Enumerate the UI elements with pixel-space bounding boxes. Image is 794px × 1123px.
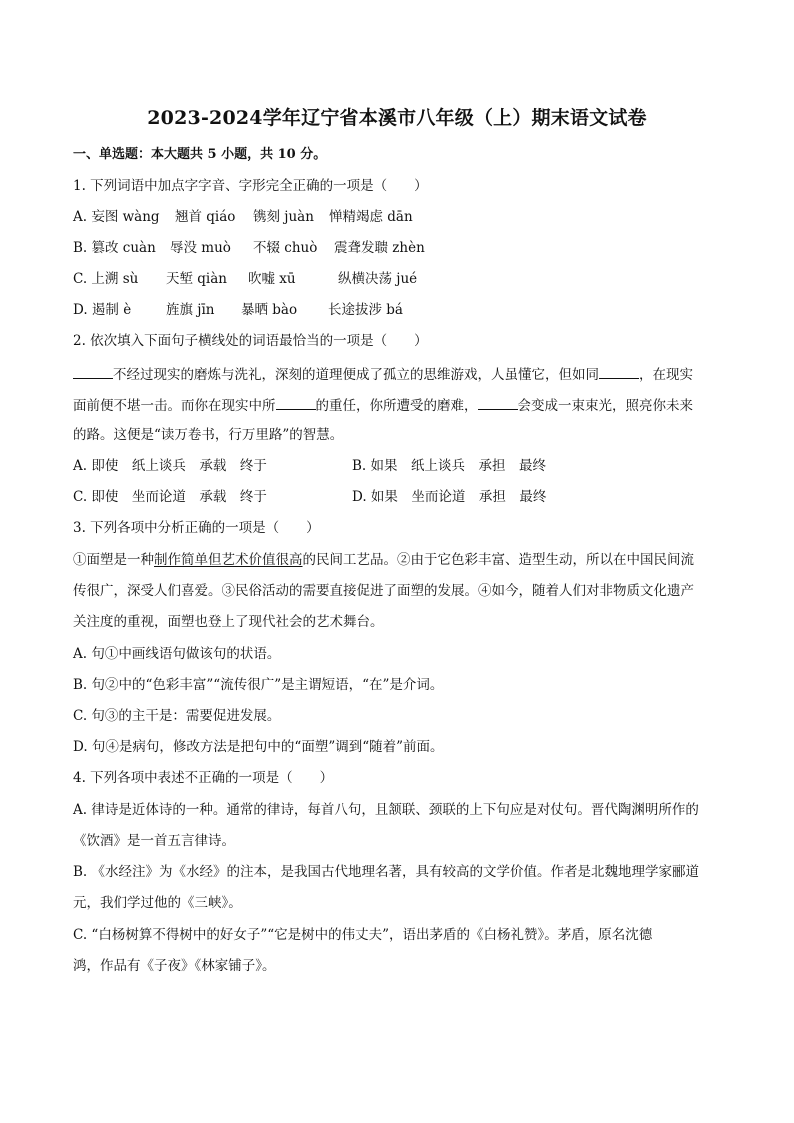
question-1-option-c (73, 270, 723, 288)
underlined-phrase: 制作简单但艺术价值很高 (154, 552, 303, 568)
fill-blank (599, 364, 639, 379)
option-word: 天堑 qiàn (166, 271, 227, 287)
question-1-option-b (73, 239, 723, 257)
passage-text: 的民间工艺品。②由于它色彩丰富、造型生动，所以在中国民间流 (302, 552, 694, 568)
question-3-option-a: A. 句①中画线语句做该句的状语。 (73, 646, 281, 662)
section-desc: 本大题共 5 小题，共 10 分。 (151, 147, 327, 162)
question-3-passage-line-1 (73, 551, 723, 569)
fill-blank (73, 364, 113, 379)
question-3-passage-line-3: 关注度的重视，面塑也登上了现代社会的艺术舞台。 (73, 614, 384, 630)
question-1-option-d (73, 301, 723, 319)
option-a: A. 即使 纸上谈兵 承载 终于 (73, 458, 267, 474)
passage-text: 面前便不堪一击。而你在现实中所 (73, 398, 276, 414)
option-word: D. 遏制 è (73, 302, 132, 318)
question-2-passage-line-1 (73, 364, 723, 384)
option-word: 翘首 qiáo (175, 209, 236, 225)
question-1-stem: 1. 下列词语中加点字字音、字形完全正确的一项是（ ） (73, 178, 428, 194)
passage-text: 会变成一束束光，照亮你未来 (517, 398, 693, 414)
question-2-options-row-2 (73, 488, 723, 506)
option-word: A. 妄图 wàng (73, 209, 160, 225)
question-2-options-row-1 (73, 457, 723, 475)
question-3-option-c: C. 句③的主干是：需要促进发展。 (73, 708, 281, 724)
option-c: C. 即使 坐而论道 承载 终于 (73, 489, 267, 505)
passage-text: 的重任，你所遭受的磨难， (315, 398, 478, 414)
option-d: D. 如果 坐而论道 承担 最终 (352, 489, 547, 505)
passage-text: ，在现实 (639, 367, 693, 383)
option-word: 长途拔涉 bá (328, 302, 403, 318)
question-4-option-b-line-2: 元，我们学过他的《三峡》。 (73, 895, 242, 911)
page-title: 2023-2024学年辽宁省本溪市八年级（上）期末语文试卷 (147, 107, 647, 129)
option-word: C. 上溯 sù (73, 271, 139, 287)
option-word: 不辍 chuò (253, 240, 318, 256)
question-4-option-b-line-1: B. 《水经注》为《水经》的注本，是我国古代地理名著，具有较高的文学价值。作者是北魏地理学家郦道 (73, 864, 700, 880)
question-2-passage-line-2 (73, 395, 723, 415)
option-word: 纵横决荡 jué (338, 271, 418, 287)
section-label: 一、单选题： (73, 147, 152, 162)
option-word: 暴晒 bào (241, 302, 298, 318)
option-word: B. 篡改 cuàn (73, 240, 156, 256)
question-4-option-c-line-1: C. “白杨树算不得树中的好女子”“它是树中的伟丈夫”，语出茅盾的《白杨礼赞》。茅盾，原名沈德 (73, 927, 653, 943)
option-word: 惮精竭虑 dān (329, 209, 413, 225)
question-3-stem: 3. 下列各项中分析正确的一项是（ ） (73, 520, 320, 536)
option-word: 旌旗 jīn (166, 302, 215, 318)
option-word: 震聋发聩 zhèn (334, 240, 425, 256)
section-heading (73, 146, 723, 164)
question-2-passage-line-3: 的路。这便是“读万卷书，行万里路”的智慧。 (73, 427, 344, 443)
option-word: 吹嘘 xū (248, 271, 296, 287)
option-b: B. 如果 纸上谈兵 承担 最终 (352, 458, 547, 474)
passage-text: ①面塑是一种 (73, 552, 154, 568)
fill-blank (276, 395, 316, 410)
question-3-passage-line-2: 传很广，深受人们喜爱。③民俗活动的需要直接促进了面塑的发展。④如今，随着人们对非物质文化遗产 (73, 583, 694, 599)
fill-blank (478, 395, 518, 410)
question-4-stem: 4. 下列各项中表述不正确的一项是（ ） (73, 770, 334, 786)
question-4-option-a-line-2: 《饮酒》是一首五言律诗。 (73, 833, 235, 849)
option-word: 镌刻 juàn (253, 209, 314, 225)
question-4-option-a-line-1: A. 律诗是近体诗的一种。通常的律诗，每首八句，且颔联、颈联的上下句应是对仗句。晋代陶渊明所作的 (73, 802, 699, 818)
passage-text: 不经过现实的磨炼与洗礼，深刻的道理便成了孤立的思维游戏，人虽懂它，但如同 (113, 367, 599, 383)
question-3-option-d: D. 句④是病句，修改方法是把句中的“面塑”调到“随着”前面。 (73, 739, 444, 755)
question-4-option-c-line-2: 鸿，作品有《子夜》《林家铺子》。 (73, 958, 276, 974)
question-2-stem: 2. 依次填入下面句子横线处的词语最恰当的一项是（ ） (73, 333, 428, 349)
option-word: 辱没 muò (170, 240, 231, 256)
question-3-option-b: B. 句②中的“色彩丰富”“流传很广”是主谓短语，“在”是介词。 (73, 677, 444, 693)
question-1-option-a (73, 208, 723, 226)
